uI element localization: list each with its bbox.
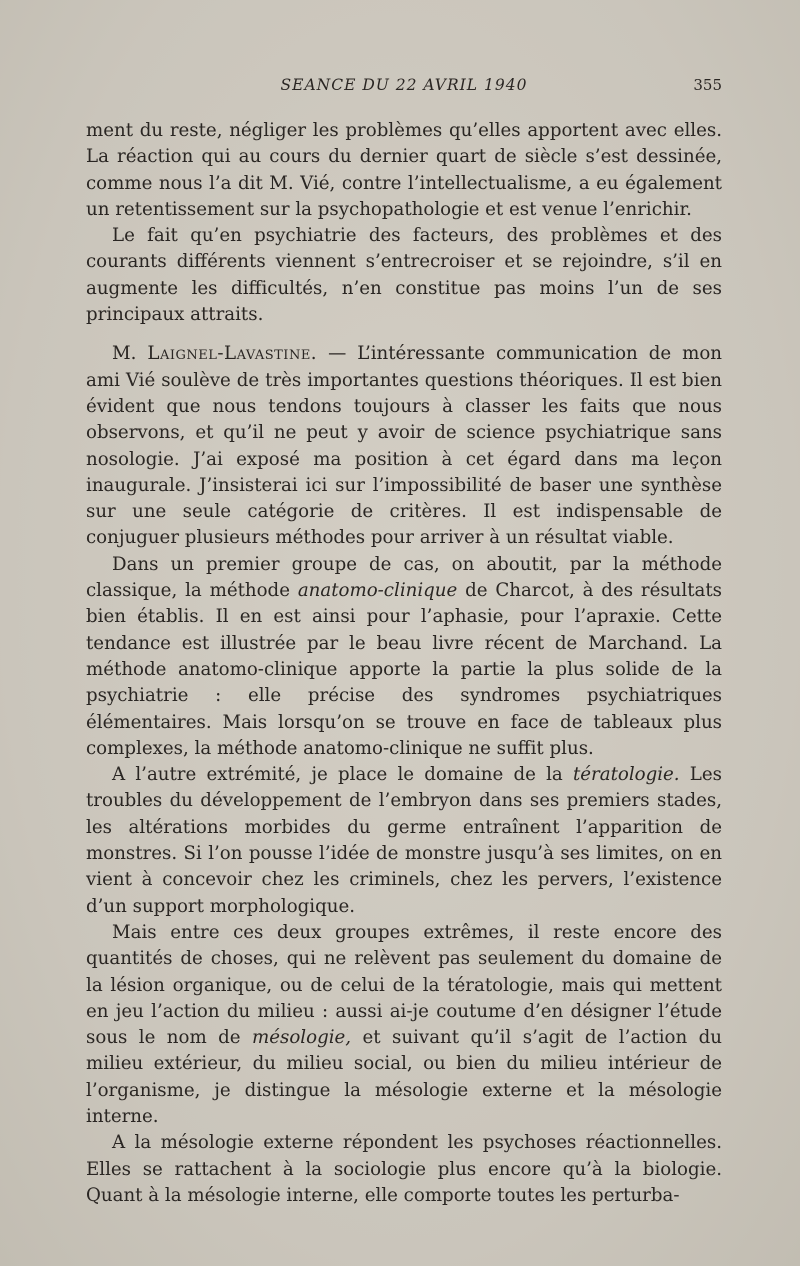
paragraph-2: Le fait qu’en psychiatrie des facteurs, des problèmes et des courants différents viennent s’entrecroiser et se rejoindre, s’il en augmente les difficultés, n’en constitue pas moins l’un de ses principaux attraits.	[86, 225, 722, 326]
running-header	[86, 76, 722, 100]
emphasis-mesologie: mésologie,	[252, 1027, 352, 1049]
paragraph-7: A la mésologie externe répondent les psychoses réactionnelles. Elles se rattachent à la sociologie plus encore qu’à la biologie. Quant à la mésologie interne, elle comporte toutes les perturba-	[86, 1132, 722, 1206]
paragraph-1: ment du reste, négliger les problèmes qu’elles apportent avec elles. La réaction qui au cours du dernier quart de siècle s’est dessinée, comme nous l’a dit M. Vié, contre l’intellectualisme, a eu également un retentissement sur la psychopathologie et est venue l’enrichir.	[86, 120, 722, 220]
paragraph-3	[86, 341, 722, 551]
paragraph-6	[86, 920, 722, 1130]
speaker-prefix: M.	[112, 343, 137, 365]
body-text	[86, 118, 722, 1209]
page-number: 355	[693, 76, 722, 94]
paragraph-5-b: Les troubles du développement de l’embryon dans ses premiers stades, les altérations morbides du germe entraînent l’apparition de monstres. Si l’on pousse l’idée de monstre jusqu’à ses limites, on en vient à concevoir chez les criminels, chez les pervers, l’existence d’un support morphologique.	[86, 764, 722, 917]
paragraph-4-a: Dans un premier groupe de cas, on aboutit, par la méthode classique, la méthode	[86, 553, 722, 602]
running-title: SEANCE DU 22 AVRIL 1940	[280, 76, 528, 94]
emphasis-teratologie: tératologie.	[572, 764, 680, 786]
paragraph-3-text: — L’intéressante communication de mon ami Vié soulève de très importantes questions théoriques. Il est bien évident que nous tendons toujours à classer les faits que nous observons, et qu’il ne peut y avoir de science psychiatrique sans nosologie. J’ai exposé ma position à cet égard dans ma leçon inaugurale. J’insisterai ici sur l’impossibilité de baser une synthèse sur une seule catégorie de critères. Il est indispensable de conjuguer plusieurs méthodes pour arriver à un résultat viable.	[86, 343, 722, 549]
paragraph-6-a: Mais entre ces deux groupes extrêmes, il reste encore des quantités de choses, qui ne relèvent pas seulement du domaine de la lésion organique, ou de celui de la tératologie, mais qui mettent en jeu l’action du milieu : aussi ai-je coutume d’en désigner l’étude sous le nom de	[86, 921, 722, 1049]
emphasis-anatomo-clinique: anatomo-clinique	[297, 580, 458, 602]
paragraph-6-b: et suivant qu’il s’agit de l’action du milieu extérieur, du milieu social, ou bien du milieu intérieur de l’organisme, je distingue la mésologie externe et la mésologie interne.	[86, 1027, 722, 1127]
speaker-name: Laignel-Lavastine.	[147, 343, 318, 365]
paragraph-4-b: de Charcot, à des résultats bien établis. Il en est ainsi pour l’aphasie, pour l’apraxie. Cette tendance est illustrée par le beau livre récent de Marchand. La méthode anatomo-clinique apporte la partie la plus solide de la psychiatrie : elle précise des syndromes psychiatriques élémentaires. Mais lorsqu’on se trouve en face de tableaux plus complexes, la méthode anatomo-clinique ne suffit plus.	[86, 580, 723, 759]
paragraph-4	[86, 552, 722, 762]
paragraph-5	[86, 762, 722, 920]
paragraph-5-a: A l’autre extrémité, je place le domaine de la	[112, 764, 573, 786]
